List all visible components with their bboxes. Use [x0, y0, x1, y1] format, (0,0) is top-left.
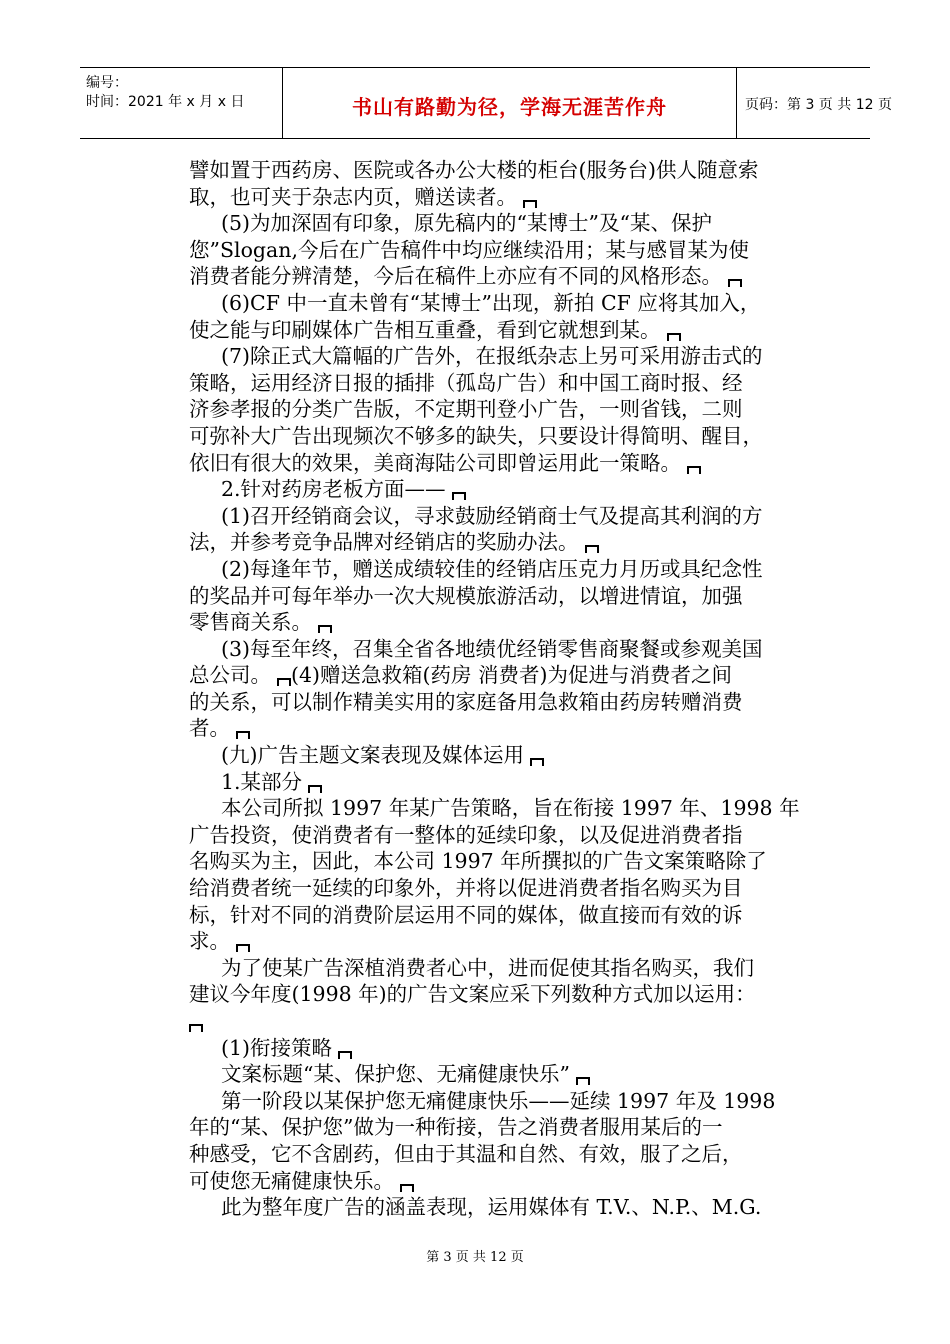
- paragraph-mark-icon: [318, 625, 332, 633]
- text-line: 济参孝报的分类广告版，不定期刊登小广告，一则省钱，二则: [189, 397, 743, 422]
- paragraph-mark-icon: [530, 758, 544, 766]
- text-line: 求。: [189, 928, 819, 955]
- paragraph-mark-icon: [667, 333, 681, 341]
- header-page-number: 页码：第 3 页 共 12 页: [745, 97, 892, 113]
- paragraph-mark-icon: [576, 1077, 590, 1085]
- text-line: 可使您无痛健康快乐。: [189, 1168, 819, 1195]
- text-line: 依旧有很大的效果，美商海陆公司即曾运用此一策略。: [189, 450, 819, 477]
- subsection-heading: 1.某部分: [189, 769, 819, 796]
- header-motto-cell: [283, 68, 737, 138]
- paragraph-mark-icon: [728, 279, 742, 287]
- page-footer: 第 3 页 共 12 页: [426, 1250, 524, 1265]
- paragraph-mark-icon: [338, 1051, 352, 1059]
- text-line: 零售商关系。: [189, 609, 819, 636]
- text-line: (1)召开经销商会议，寻求鼓励经销商士气及提高其利润的方: [221, 503, 763, 528]
- paragraph-mark-icon: [400, 1184, 414, 1192]
- text-line: 种感受，它不含剧药，但由于其温和自然、有效，服了之后，: [189, 1141, 743, 1166]
- text-line: 譬如置于西药房、医院或各办公大楼的柜台(服务台)供人随意索: [189, 158, 759, 182]
- text-line: 取，也可夹于杂志内页，赠送读者。: [189, 184, 819, 211]
- text-line: (2)每逢年节，赠送成绩较佳的经销店压克力月历或具纪念性: [221, 556, 763, 581]
- text-line: 法，并参考竞争品牌对经销店的奖励办法。: [189, 529, 819, 556]
- text-line: 标，针对不同的消费阶层运用不同的媒体，做直接而有效的诉: [189, 902, 743, 927]
- text-line: 者。: [189, 715, 819, 742]
- text-line: 建议今年度(1998 年)的广告文案应采下列数种方式加以运用：: [189, 982, 756, 1007]
- document-date-label: 时间：2021 年 x 月 x 日: [86, 94, 245, 110]
- paragraph-mark-icon: [585, 545, 599, 553]
- text-line: 名购买为主，因此，本公司 1997 年所撰拟的广告文案策略除了: [189, 849, 767, 874]
- document-number-label: 编号：: [86, 75, 128, 91]
- paragraph-mark-icon: [523, 200, 537, 208]
- text-line: (6)CF 中一直未曾有“某博士”出现，新拍 CF 应将其加入，: [221, 290, 761, 315]
- text-line: 的奖品并可每年举办一次大规模旅游活动，以增进情谊，加强: [189, 583, 743, 608]
- text-line: 使之能与印刷媒体广告相互重叠，看到它就想到某。: [189, 317, 819, 344]
- text-line: 总公司。 (4)赠送急救箱(药房 消费者)为促进与消费者之间: [189, 663, 733, 688]
- paragraph-mark-icon: [452, 492, 466, 500]
- text-line: 您”Slogan,今后在广告稿件中均应继续沿用；某与感冒某为使: [189, 237, 749, 262]
- header-meta: [80, 68, 283, 138]
- text-line: 给消费者统一延续的印象外，并将以促进消费者指名购买为目: [189, 876, 743, 901]
- document-body: [189, 157, 819, 1221]
- text-line: 年的“某、保护您”做为一种衔接，告之消费者服用某后的一: [189, 1115, 723, 1140]
- text-line: (5)为加深固有印象，原先稿内的“某博士”及“某、保护: [221, 211, 712, 236]
- text-line: 的关系，可以制作精美实用的家庭备用急救箱由药房转赠消费: [189, 689, 743, 714]
- text-line: 第一阶段以某保护您无痛健康快乐——延续 1997 年及 1998: [221, 1088, 776, 1113]
- text-line: 2.针对药房老板方面——: [189, 476, 819, 503]
- text-line: 为了使某广告深植消费者心中，进而促使其指名购买，我们: [221, 955, 754, 980]
- paragraph-mark-icon: [189, 1024, 203, 1032]
- text-line: 策略，运用经济日报的插排（孤岛广告）和中国工商时报、经: [189, 370, 743, 395]
- text-line: 可弥补大广告出现频次不够多的缺失，只要设计得简明、醒目，: [189, 423, 763, 448]
- paragraph-mark-icon: [236, 731, 250, 739]
- paragraph-mark-icon: [687, 466, 701, 474]
- header-page-cell: [737, 68, 892, 138]
- text-line: (3)每至年终，召集全省各地绩优经销零售商聚餐或参观美国: [221, 636, 763, 661]
- text-line: (1)衔接策略: [189, 1035, 819, 1062]
- text-line: 本公司所拟 1997 年某广告策略，旨在衔接 1997 年、1998 年: [221, 796, 800, 821]
- text-line: (7)除正式大篇幅的广告外，在报纸杂志上另可采用游击式的: [221, 344, 763, 369]
- text-line: 此为整年度广告的涵盖表现，运用媒体有 T.V.、N.P.、M.G.: [221, 1195, 762, 1220]
- text-line: 消费者能分辨清楚，今后在稿件上亦应有不同的风格形态。: [189, 263, 819, 290]
- section-heading: (九)广告主题文案表现及媒体运用: [189, 742, 819, 769]
- paragraph-mark-icon: [236, 944, 250, 952]
- page-header: [80, 67, 892, 139]
- text-line: [189, 1008, 819, 1035]
- paragraph-mark-icon: [308, 785, 322, 793]
- text-line: 广告投资，使消费者有一整体的延续印象，以及促进消费者指: [189, 822, 743, 847]
- text-line: 文案标题“某、保护您、无痛健康快乐”: [189, 1061, 819, 1088]
- header-motto: 书山有路勤为径，学海无涯苦作舟: [352, 95, 667, 119]
- paragraph-mark-icon: [277, 678, 291, 686]
